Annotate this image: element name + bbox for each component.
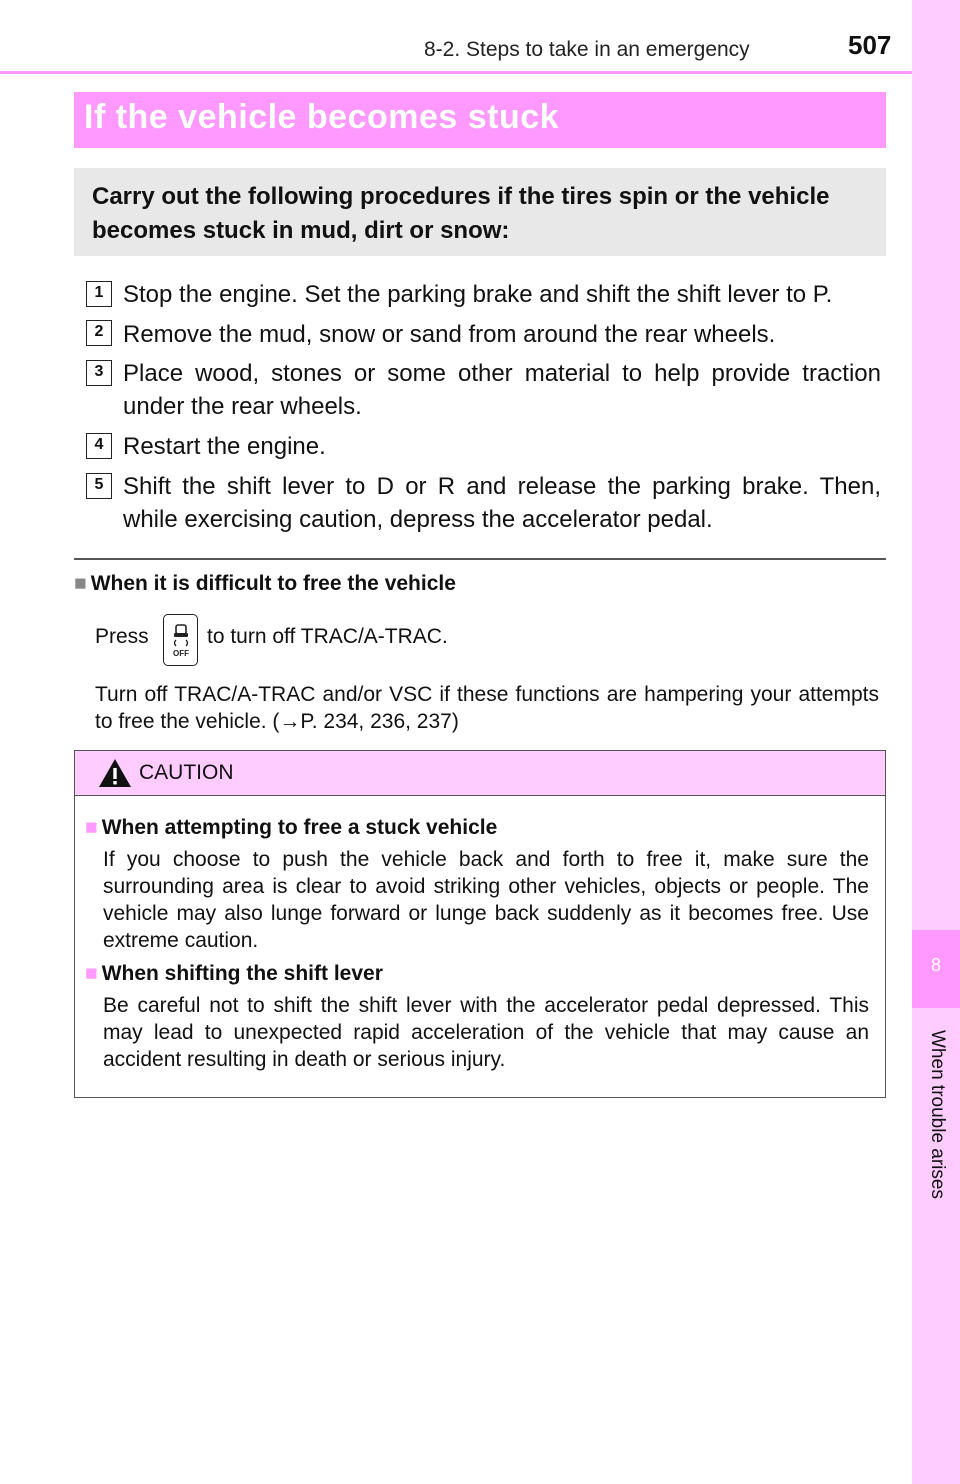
step-text-5: Shift the shift lever to D or R and release the parking brake. Then, while exercising caution, depress the accelerator pedal. (123, 473, 881, 533)
caution-heading-shift-text: When shifting the shift lever (101, 962, 383, 985)
page-title: If the vehicle becomes stuck (84, 98, 560, 136)
step-number-3: 3 (86, 360, 112, 386)
caution-heading-stuck-text: When attempting to free a stuck vehicle (101, 816, 498, 839)
square-bullet-icon: ■ (85, 816, 98, 839)
vsc-off-button[interactable] (163, 614, 198, 666)
difficult-heading-text: When it is difficult to free the vehicle (90, 572, 456, 595)
caution-label: CAUTION (139, 761, 234, 784)
step-number-5: 5 (86, 473, 112, 499)
square-bullet-icon: ■ (85, 962, 98, 985)
section-divider (74, 558, 886, 560)
skidding-car-off-icon (170, 623, 192, 659)
press-after-text: to turn off TRAC/A-TRAC. (207, 625, 448, 648)
caution-header (75, 751, 885, 796)
step-number-1: 1 (86, 281, 112, 307)
caution-text-shift: Be careful not to shift the shift lever with the accelerator pedal depressed. This may lead to unexpected rapid acceleration of the vehicle that may cause an accident resulting in death or serious injury. (103, 994, 869, 1071)
header-rule (0, 71, 912, 74)
difficult-heading (74, 572, 456, 596)
caution-heading-shift (85, 962, 383, 986)
step-text-1: Stop the engine. Set the parking brake and shift the shift lever to P. (123, 281, 833, 308)
step-number-2: 2 (86, 320, 112, 346)
caution-text-stuck: If you choose to push the vehicle back and forth to free it, make sure the surrounding area is clear to avoid striking other vehicles, objects or people. The vehicle may also lunge forward or lunge back suddenly as it becomes free. Use extreme caution. (103, 848, 869, 952)
page-number: 507 (848, 30, 892, 60)
step-text-3: Place wood, stones or some other material to help provide traction under the rear wheels. (123, 360, 881, 420)
square-bullet-icon: ■ (74, 572, 87, 595)
step-text-2: Remove the mud, snow or sand from around the rear wheels. (123, 321, 776, 348)
side-tab (912, 0, 960, 1484)
trac-note: Turn off TRAC/A-TRAC and/or VSC if these functions are hampering your attempts to free the vehicle. (→P. 234, 236, 237) (95, 683, 879, 733)
caution-box (74, 750, 886, 1098)
step-number-4: 4 (86, 433, 112, 459)
warning-triangle-icon (97, 757, 133, 789)
chapter-number-tab[interactable]: 8 (912, 930, 960, 1008)
press-label: Press (95, 625, 149, 648)
intro-box: Carry out the following procedures if the tires spin or the vehicle becomes stuck in mud, dirt or snow: (74, 168, 886, 256)
off-button-label: OFF (173, 649, 189, 658)
step-text-4: Restart the engine. (123, 433, 326, 460)
caution-heading-stuck (85, 816, 497, 840)
chapter-title: When trouble arises (927, 1030, 948, 1199)
section-title: 8-2. Steps to take in an emergency (424, 38, 750, 61)
